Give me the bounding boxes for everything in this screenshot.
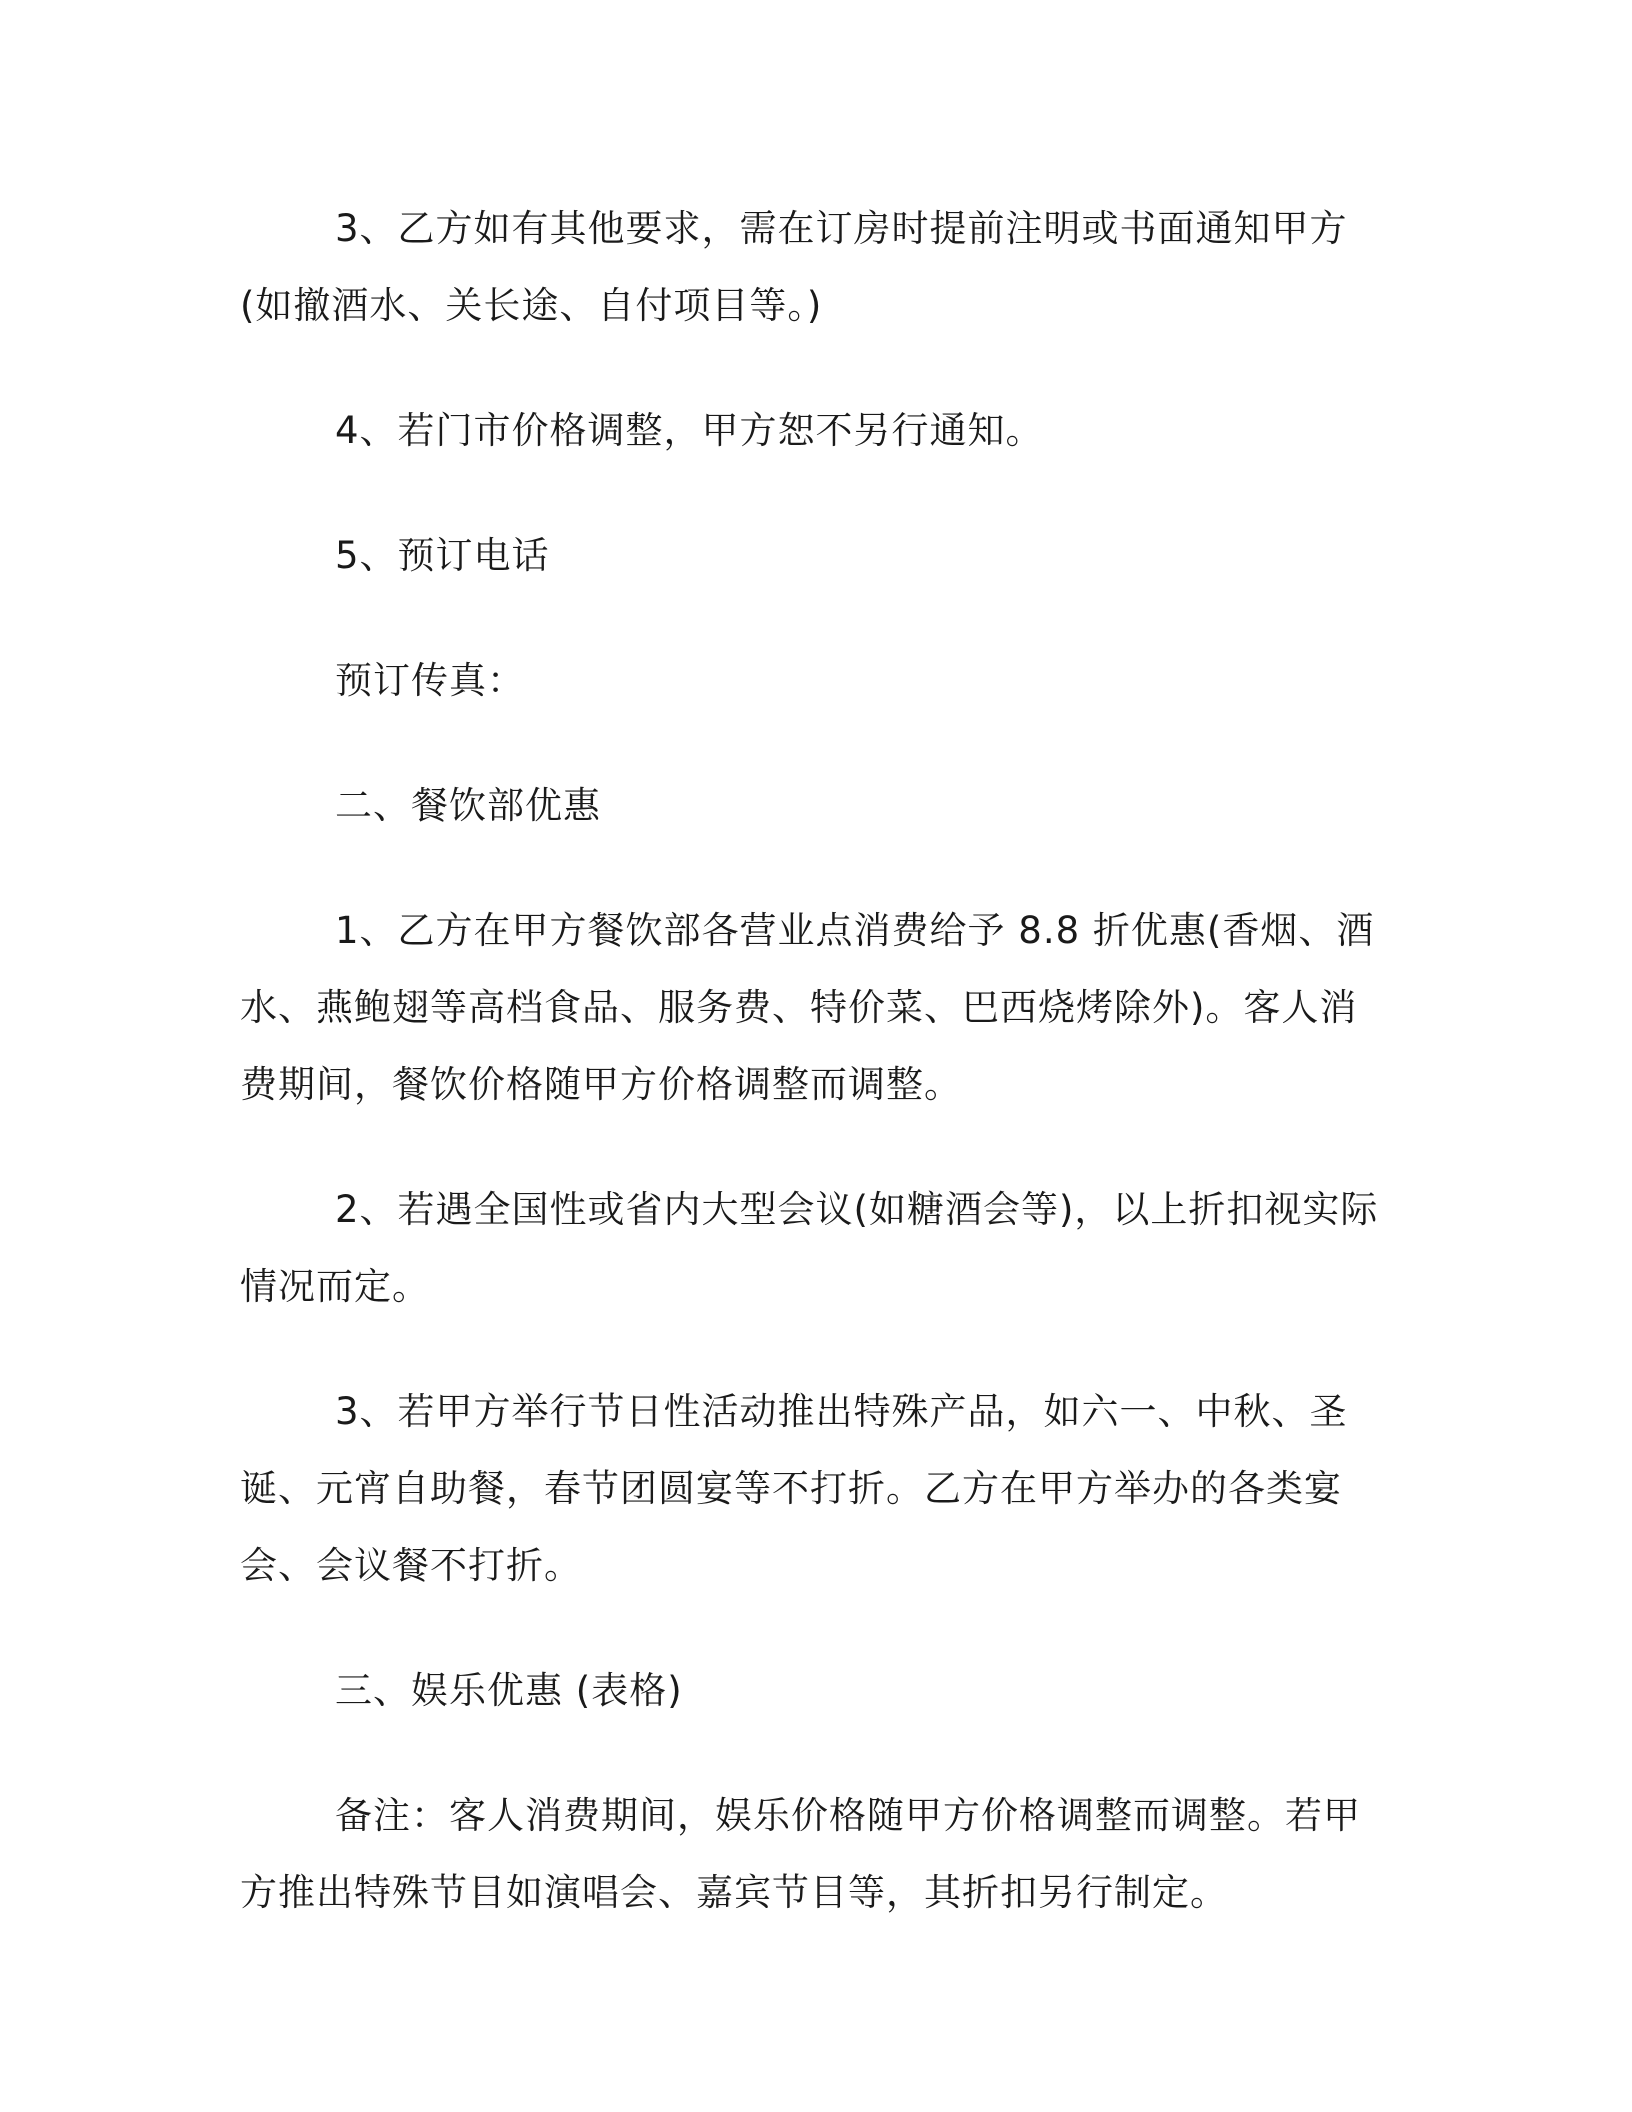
paragraph-booking-phone: 5、预订电话 xyxy=(335,534,550,577)
paragraph-dining-discount: 1、乙方在甲方餐饮部各营业点消费给予 8.8 折优惠(香烟、酒水、燕鲍翅等高档食品、服务费、特价菜、巴西烧烤除外)。客人消费期间，餐饮价格随甲方价格调整而调整。 xyxy=(240,909,1375,1106)
paragraph-price-adjustment: 4、若门市价格调整，甲方恕不另行通知。 xyxy=(335,409,1044,452)
paragraph-entertainment-note: 备注：客人消费期间，娱乐价格随甲方价格调整而调整。若甲方推出特殊节目如演唱会、嘉宾节目等，其折扣另行制定。 xyxy=(240,1794,1361,1914)
document-body xyxy=(240,190,1390,1979)
paragraph-booking-fax: 预订传真： xyxy=(335,659,525,702)
paragraph-dining-holiday: 3、若甲方举行节日性活动推出特殊产品，如六一、中秋、圣诞、元宵自助餐，春节团圆宴等不打折。乙方在甲方举办的各类宴会、会议餐不打折。 xyxy=(240,1390,1348,1587)
section-heading-entertainment: 三、娱乐优惠 (表格) xyxy=(335,1669,683,1712)
paragraph-room-other-requests: 3、乙方如有其他要求，需在订房时提前注明或书面通知甲方(如撤酒水、关长途、自付项目等。) xyxy=(240,207,1348,327)
paragraph-dining-conference: 2、若遇全国性或省内大型会议(如糖酒会等)，以上折扣视实际情况而定。 xyxy=(240,1188,1379,1308)
section-heading-dining: 二、餐饮部优惠 xyxy=(335,784,601,827)
